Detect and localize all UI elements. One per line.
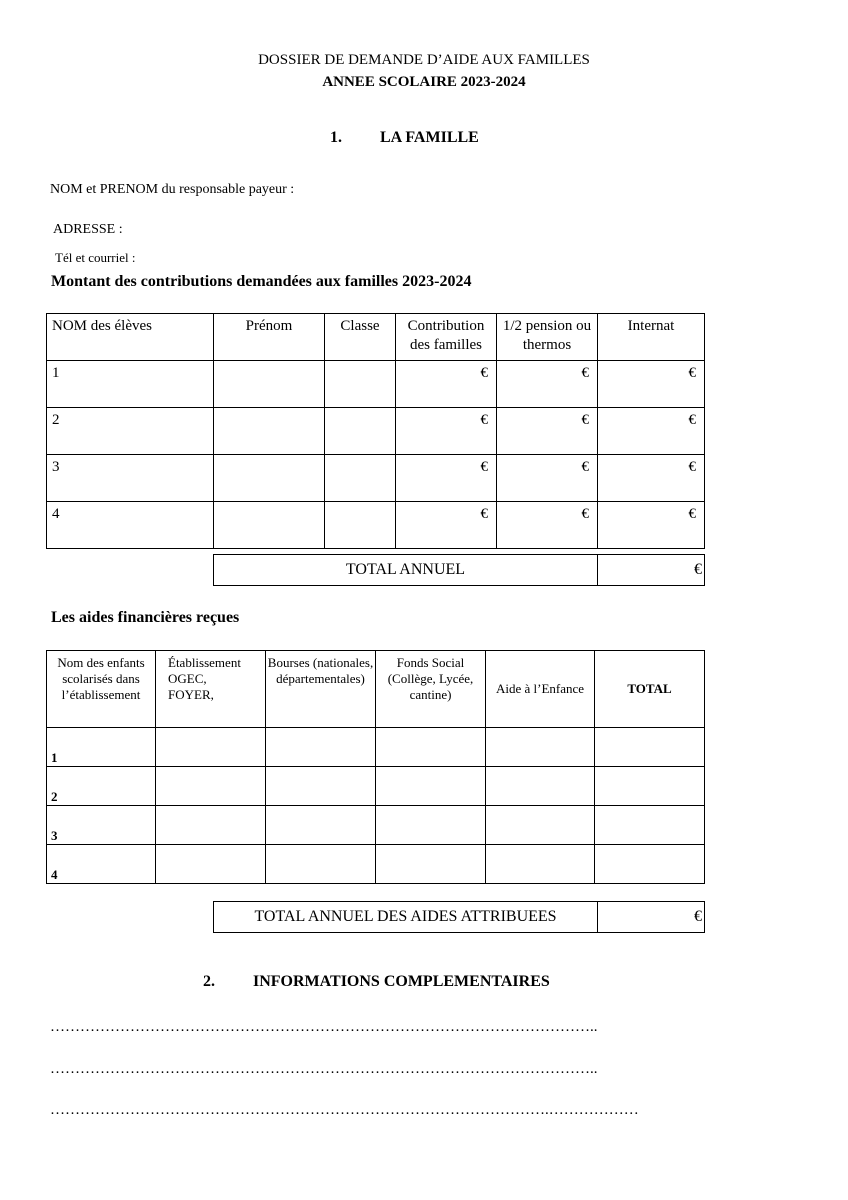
input-cell[interactable]	[376, 845, 486, 884]
column-header-line: Établissement	[168, 655, 241, 670]
currency-cell[interactable]: €	[598, 455, 705, 502]
student-number: 4	[47, 502, 214, 549]
column-header: Aide à l’Enfance	[486, 651, 595, 728]
contributions-table	[46, 313, 705, 549]
table-header-row	[47, 314, 705, 361]
aides-heading: Les aides financières reçues	[51, 609, 240, 626]
input-cell[interactable]	[156, 845, 266, 884]
section-heading-famille	[330, 129, 479, 147]
input-cell[interactable]	[266, 767, 376, 806]
table-row	[47, 806, 705, 845]
child-number: 1	[47, 728, 156, 767]
annual-total-label: TOTAL ANNUEL	[214, 555, 598, 586]
section-number: 1.	[330, 129, 342, 146]
input-cell[interactable]	[595, 806, 705, 845]
table-row	[47, 845, 705, 884]
child-number: 4	[47, 845, 156, 884]
input-cell[interactable]	[325, 502, 396, 549]
aides-table	[46, 650, 705, 884]
currency-cell[interactable]: €	[598, 408, 705, 455]
currency-cell[interactable]: €	[497, 361, 598, 408]
currency-cell[interactable]: €	[396, 502, 497, 549]
table-row	[47, 361, 705, 408]
aides-total-value[interactable]: €	[598, 902, 705, 933]
input-cell[interactable]	[376, 767, 486, 806]
dotted-line[interactable]: ………………………………………………………………………………………………..	[50, 1061, 598, 1077]
section-heading-informations	[203, 973, 550, 991]
currency-cell[interactable]: €	[497, 502, 598, 549]
column-header-line: FOYER,	[168, 687, 214, 702]
child-number: 2	[47, 767, 156, 806]
input-cell[interactable]	[486, 806, 595, 845]
input-cell[interactable]	[266, 845, 376, 884]
table-row	[47, 767, 705, 806]
input-cell[interactable]	[486, 845, 595, 884]
payer-field-label: NOM et PRENOM du responsable payeur :	[50, 182, 295, 197]
table-row	[47, 408, 705, 455]
currency-cell[interactable]: €	[396, 455, 497, 502]
column-header: NOM des élèves	[47, 314, 214, 361]
column-header: Bourses (nationales, départementales)	[266, 651, 376, 728]
table-row	[47, 502, 705, 549]
currency-cell[interactable]: €	[497, 408, 598, 455]
column-header: Prénom	[214, 314, 325, 361]
input-cell[interactable]	[214, 361, 325, 408]
input-cell[interactable]	[266, 806, 376, 845]
section-title: INFORMATIONS COMPLEMENTAIRES	[253, 973, 550, 990]
contact-field-label: Tél et courriel :	[55, 250, 136, 265]
address-field-label: ADRESSE :	[53, 222, 123, 237]
student-number: 1	[47, 361, 214, 408]
input-cell[interactable]	[376, 728, 486, 767]
table-header-row	[47, 651, 705, 728]
input-cell[interactable]	[325, 455, 396, 502]
student-number: 2	[47, 408, 214, 455]
input-cell[interactable]	[595, 767, 705, 806]
column-header-line: OGEC,	[168, 671, 207, 686]
column-header: Nom des enfants scolarisés dans l’établissement	[47, 651, 156, 728]
column-header: Contribution des familles	[396, 314, 497, 361]
aides-total-box	[213, 901, 705, 933]
input-cell[interactable]	[156, 728, 266, 767]
currency-cell[interactable]: €	[396, 361, 497, 408]
column-header	[156, 651, 266, 728]
input-cell[interactable]	[156, 806, 266, 845]
child-number: 3	[47, 806, 156, 845]
input-cell[interactable]	[214, 408, 325, 455]
currency-cell[interactable]: €	[598, 502, 705, 549]
school-year-title: ANNEE SCOLAIRE 2023-2024	[322, 74, 526, 90]
dotted-line[interactable]: ………………………………………………………………………………………………..	[50, 1019, 598, 1035]
annual-total-value[interactable]: €	[598, 555, 705, 586]
column-header: Internat	[598, 314, 705, 361]
column-header: 1/2 pension ou thermos	[497, 314, 598, 361]
input-cell[interactable]	[595, 728, 705, 767]
input-cell[interactable]	[214, 455, 325, 502]
input-cell[interactable]	[156, 767, 266, 806]
aides-total-label: TOTAL ANNUEL DES AIDES ATTRIBUEES	[214, 902, 598, 933]
student-number: 3	[47, 455, 214, 502]
input-cell[interactable]	[214, 502, 325, 549]
input-cell[interactable]	[376, 806, 486, 845]
section-title: LA FAMILLE	[380, 129, 479, 146]
input-cell[interactable]	[486, 728, 595, 767]
input-cell[interactable]	[325, 408, 396, 455]
input-cell[interactable]	[595, 845, 705, 884]
currency-cell[interactable]: €	[598, 361, 705, 408]
table-row	[47, 728, 705, 767]
column-header: Fonds Social (Collège, Lycée, cantine)	[376, 651, 486, 728]
column-header: TOTAL	[595, 651, 705, 728]
input-cell[interactable]	[266, 728, 376, 767]
table-row	[47, 455, 705, 502]
section-number: 2.	[203, 973, 215, 990]
input-cell[interactable]	[325, 361, 396, 408]
contributions-heading: Montant des contributions demandées aux familles 2023-2024	[51, 273, 472, 290]
document-title: DOSSIER DE DEMANDE D’AIDE AUX FAMILLES	[258, 52, 590, 68]
input-cell[interactable]	[486, 767, 595, 806]
dotted-line[interactable]: ……………………………………………………………………………………….………………	[50, 1102, 639, 1118]
currency-cell[interactable]: €	[396, 408, 497, 455]
column-header: Classe	[325, 314, 396, 361]
annual-total-box	[213, 554, 705, 586]
currency-cell[interactable]: €	[497, 455, 598, 502]
